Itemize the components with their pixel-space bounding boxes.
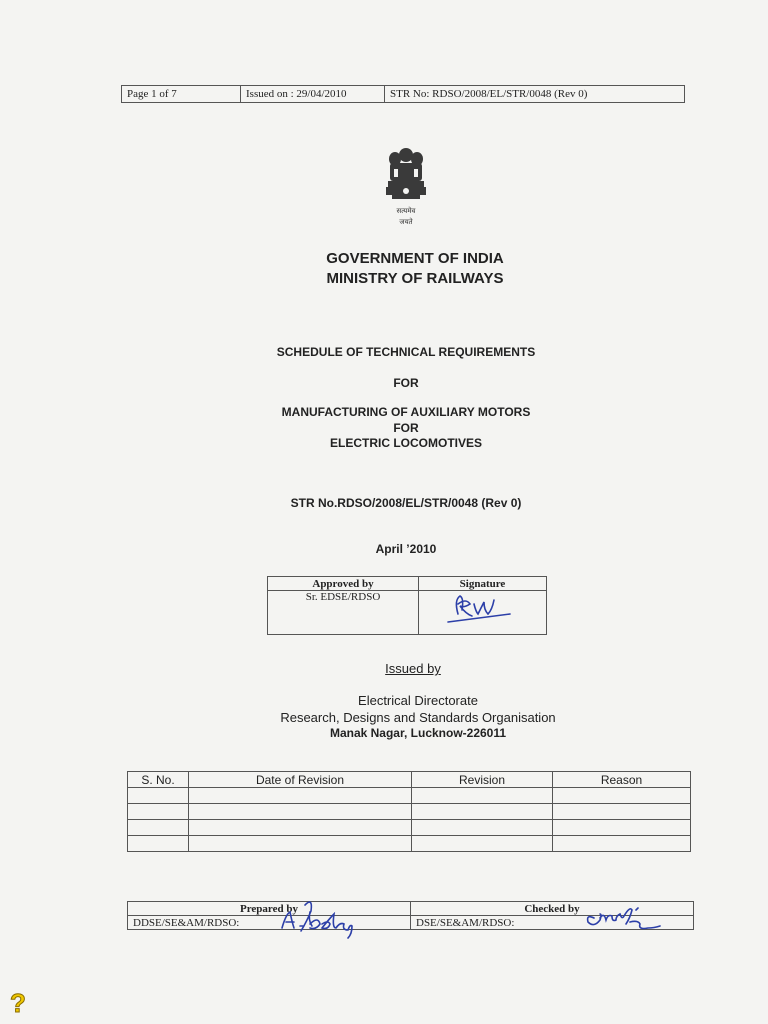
column-header-date: Date of Revision	[189, 772, 412, 788]
page-number: Page 1 of 7	[122, 86, 241, 103]
issuer-directorate: Electrical Directorate	[358, 693, 478, 708]
signature-header: Signature	[419, 577, 547, 591]
issue-date: Issued on : 29/04/2010	[241, 86, 385, 103]
document-for-2: FOR	[393, 421, 419, 435]
preparer-designation: DDSE/SE&AM/RDSO:	[128, 916, 411, 930]
issuer-organisation: Research, Designs and Standards Organisation	[280, 710, 556, 725]
document-subject: ELECTRIC LOCOMOTIVES	[329, 436, 482, 450]
issuer-address: Manak Nagar, Lucknow-226011	[329, 726, 507, 740]
approval-table	[267, 576, 547, 635]
approver-signature-cell	[419, 591, 547, 635]
revision-table-header	[128, 772, 691, 788]
revision-table	[127, 771, 691, 852]
table-row	[128, 836, 691, 852]
help-icon[interactable]: ?	[10, 988, 26, 1018]
emblem-motto-line1: सत्यमेव	[396, 207, 416, 215]
issued-by-label: Issued by	[385, 661, 441, 676]
government-title: GOVERNMENT OF INDIA	[326, 250, 504, 267]
column-header-sno: S. No.	[128, 772, 189, 788]
ministry-title: MINISTRY OF RAILWAYS	[326, 270, 504, 287]
table-row	[128, 788, 691, 804]
column-header-revision: Revision	[412, 772, 553, 788]
emblem-motto-line2: जयते	[399, 218, 413, 226]
column-header-reason: Reason	[553, 772, 691, 788]
header-table	[121, 85, 685, 103]
approver-designation: Sr. EDSE/RDSO	[268, 591, 419, 635]
document-str-number: STR No.RDSO/2008/EL/STR/0048 (Rev 0)	[290, 496, 522, 510]
document-manufacturing-title: MANUFACTURING OF AUXILIARY MOTORS	[281, 405, 531, 419]
document-for-1: FOR	[393, 376, 419, 390]
header-str-number: STR No: RDSO/2008/EL/STR/0048 (Rev 0)	[385, 86, 685, 103]
national-emblem-icon	[378, 145, 434, 235]
prepared-by-header: Prepared by	[128, 902, 411, 916]
prepared-checked-table	[127, 901, 694, 930]
document-schedule-title: SCHEDULE OF TECHNICAL REQUIREMENTS	[276, 345, 536, 359]
document-date: April ’2010	[375, 542, 437, 556]
checked-by-header: Checked by	[411, 902, 694, 916]
table-row	[128, 804, 691, 820]
table-row	[128, 820, 691, 836]
approved-by-header: Approved by	[268, 577, 419, 591]
checker-designation: DSE/SE&AM/RDSO:	[411, 916, 694, 930]
